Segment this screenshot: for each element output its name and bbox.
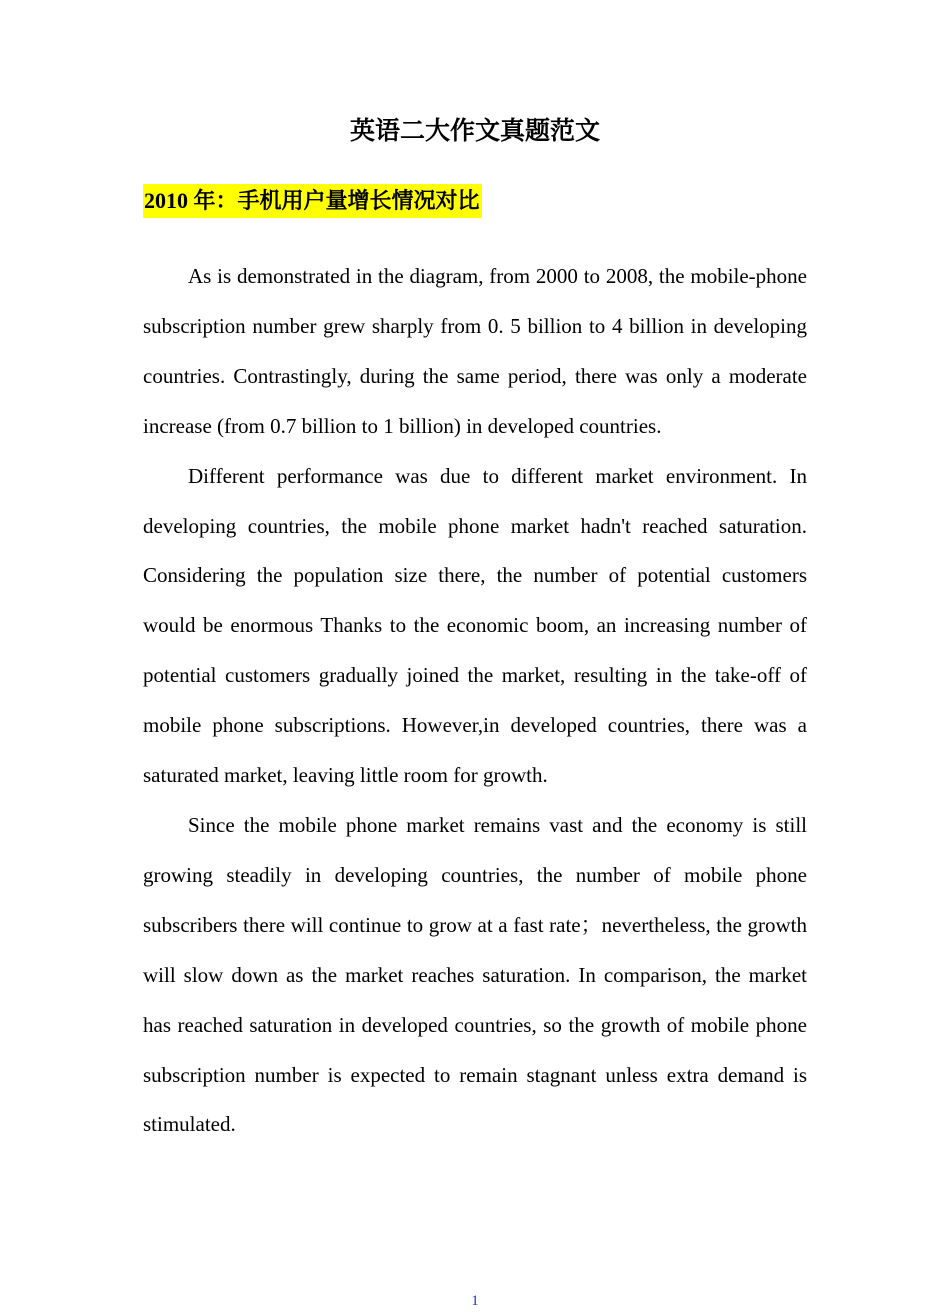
paragraph-3: Since the mobile phone market remains vast and the economy is still growing steadily in developing countries, the number of mobile phone subscribers there will continue to grow at a fast rate；nevertheless, the growth will slow down as the market reaches saturation. In comparison, the market has reached saturation in developed countries, so the growth of mobile phone subscription number is expected to remain stagnant unless extra demand is stimulated. [143, 812, 807, 1137]
essay-body [143, 252, 807, 1150]
paragraph-2: Different performance was due to different market environment. In developing countries, the mobile phone market hadn't reached saturation. Considering the population size there, the number of potential customers would be enormous Thanks to the economic boom, an increasing number of potential customers gradually joined the market, resulting in the take-off of mobile phone subscriptions. However,in developed countries, there was a saturated market, leaving little room for growth. [143, 463, 807, 788]
document-title: 英语二大作文真题范文 [349, 118, 600, 145]
section-heading-highlighted: 2010 年：手机用户量增长情况对比 [143, 184, 482, 218]
page-number: 1 [471, 1293, 479, 1309]
paragraph-1: As is demonstrated in the diagram, from 2000 to 2008, the mobile-phone subscription number grew sharply from 0. 5 billion to 4 billion in developing countries. Contrastingly, during the same period, there was only a moderate increase (from 0.7 billion to 1 billion) in developed countries. [143, 264, 807, 438]
